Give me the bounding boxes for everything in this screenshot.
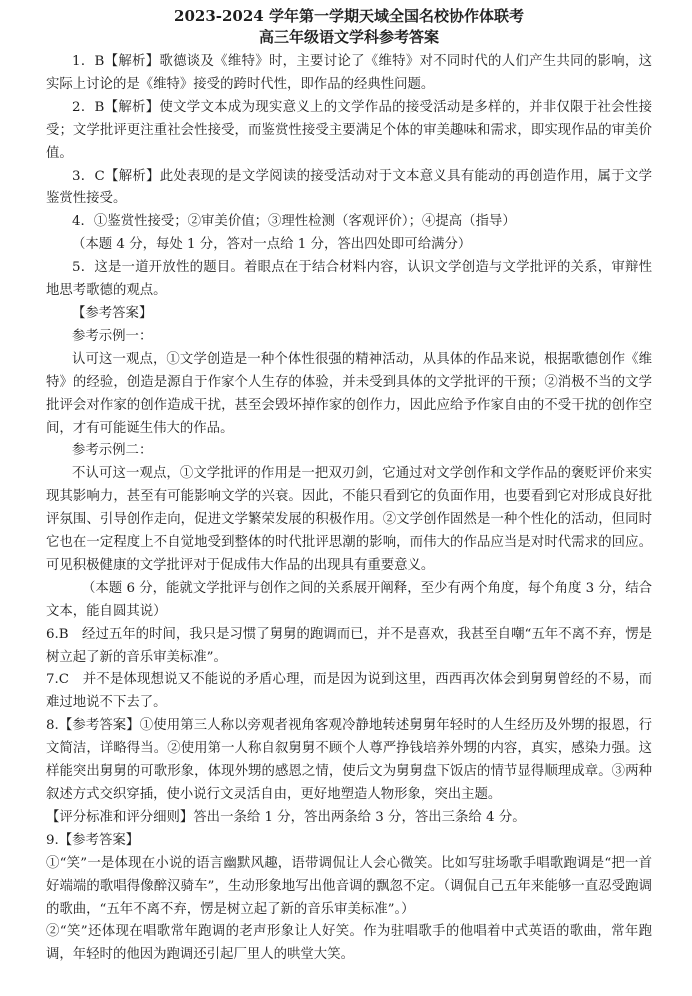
example-one-heading: 参考示例一： [72,328,153,344]
answer-3: 3．C【解析】此处表现的是文学阅读的接受活动对于文本意义具有能动的再创造作用，属于文学鉴赏性接受。 [46,168,652,207]
answer-4-scoring: （本题 4 分，每处 1 分，答对一点给 1 分，答出四处即可给满分） [72,237,472,253]
answer-9-heading: 9.【参考答案】 [46,832,140,848]
answer-5-reference-heading: 【参考答案】 [72,305,153,321]
answer-6: 6.B 经过五年的时间，我只是习惯了舅舅的跑调而已，并不是喜欢，我甚至自嘲“五年不离不弃，愣是树立起了新的音乐审美标准”。 [46,626,652,665]
answer-9-point-1: ①“笑”一是体现在小说的语言幽默风趣，语带调侃让人会心微笑。比如写驻场歌手唱歌跑调是“把一首好端端的歌唱得像醉汉骑车”，生动形象地写出他音调的飘忽不定。（调侃自己五年来能够一直忍受跑调的歌曲，“五年不离不弃，愣是树立起了新的音乐审美标准”。） [46,855,652,917]
answer-subtitle: 高三年级语文学科参考答案 [258,28,439,46]
answer-5-scoring: （本题 6 分，能就文学批评与创作之间的关系展开阐释，至少有两个角度，每个角度 3 分，结合文本，能自圆其说） [46,580,652,619]
answer-9-point-2: ②“笑”还体现在唱歌常年跑调的老声形象让人好笑。作为驻唱歌手的他唱着中式英语的歌曲，常年跑调，年轻时的他因为跑调还引起厂里人的哄堂大笑。 [46,924,652,963]
answer-8-scoring: 【评分标准和评分细则】答出一条给 1 分，答出两条给 3 分，答出三条给 4 分。 [46,809,526,825]
exam-title: 2023-2024 学年第一学期天域全国名校协作体联考 [174,7,524,25]
answer-5: 5．这是一道开放性的题目。着眼点在于结合材料内容，认识文学创造与文学批评的关系，审辩性地思考歌德的观点。 [46,260,652,299]
example-two-heading: 参考示例二： [72,443,153,459]
answer-7: 7.C 并不是体现想说又不能说的矛盾心理，而是因为说到这里，西西再次体会到舅舅曾经的不易，而难过地说不下去了。 [46,672,652,711]
example-two-text: 不认可这一观点，①文学批评的作用是一把双刃剑，它通过对文学创作和文学作品的褒贬评价来实现其影响力，甚至有可能影响文学的兴衰。因此，不能只看到它的负面作用，也要看到它对形成良好批评氛围、引导创作走向，促进文学繁荣发展的积极作用。②文学创作固然是一种个性化的活动，但同时它也在一定程度上不自觉地受到整体的时代批评思潮的影响，而伟大的作品应当是对时代需求的回应。可见积极健康的文学批评对于促成伟大作品的出现具有重要意义。 [46,466,652,573]
answer-1: 1．B【解析】歌德谈及《维特》时，主要讨论了《维特》对不同时代的人们产生共同的影响，这实际上讨论的是《维特》接受的跨时代性，即作品的经典性问题。 [46,54,652,92]
answer-8: 8.【参考答案】①使用第三人称以旁观者视角客观冷静地转述舅舅年轻时的人生经历及外甥的报恩，行文简洁，详略得当。②使用第一人称自叙舅舅不顾个人尊严挣钱培养外甥的内容，真实，感染力强。这样能突出舅舅的可歌形象，体现外甥的感恩之情，使后文为舅舅盘下饭店的情节显得顺理成章。③两种叙述方式交织穿插，使小说行文灵活自由，更好地塑造人物形象，突出主题。 [46,718,652,802]
answer-4: 4．①鉴赏性接受；②审美价值；③理性检测（客观评价）；④提高（指导） [72,214,516,230]
answer-2: 2．B【解析】使文学文本成为现实意义上的文学作品的接受活动是多样的，并非仅限于社会性接受；文学批评更注重社会性接受，而鉴赏性接受主要满足个体的审美趣味和需求，即实现作品的审美价值。 [46,99,652,161]
example-one-text: 认可这一观点，①文学创造是一种个体性很强的精神活动，从具体的作品来说，根据歌德创作《维特》的经验，创造是源自于作家个人生存的体验，并未受到具体的文学批评的干预；②消极不当的文学批评会对作家的创作造成干扰，甚至会毁坏掉作家的创作力，因此应给予作家自由的不受干扰的创作空间，才有可能诞生伟大的作品。 [46,351,652,436]
